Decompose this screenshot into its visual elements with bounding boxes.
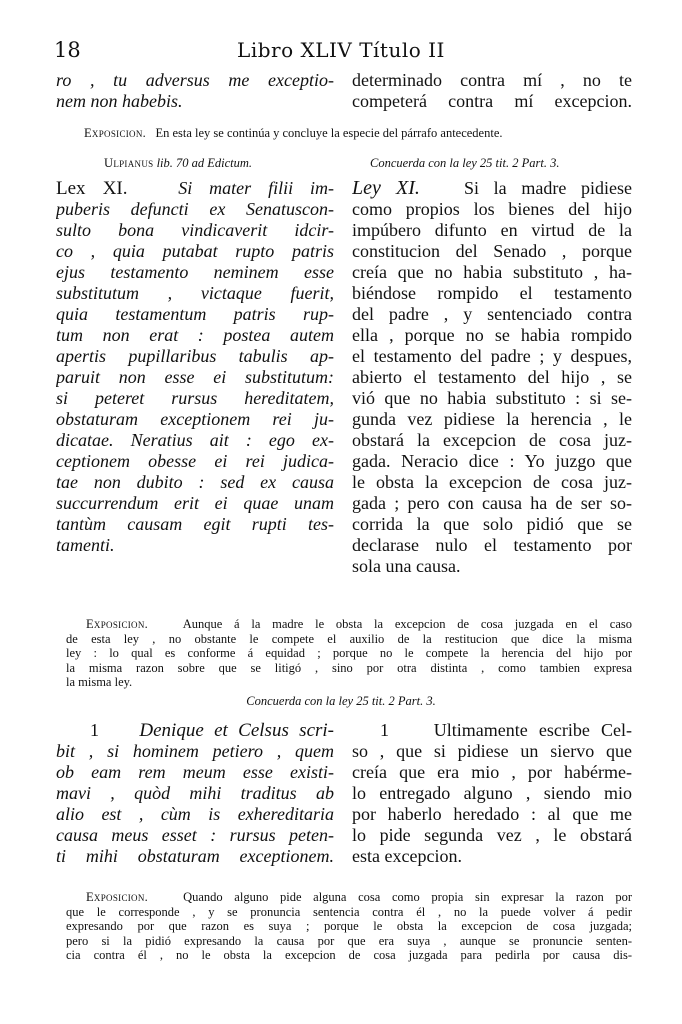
exposicion-line: Exposicion. Aunque á la madre le obsta la excepcion de cosa juzgada en el caso — [86, 617, 632, 631]
exposicion-line — [84, 126, 632, 141]
text-line: puberis defuncti ex Senatuscon- — [56, 199, 334, 219]
spanish-continuation — [352, 70, 632, 112]
text-line: determinado contra mí , no te — [352, 70, 632, 90]
text-line: si peteret rursus hereditatem, — [56, 388, 334, 408]
text-line: el testamento del padre ; y despues, — [352, 346, 632, 366]
exposicion-text: En esta ley se continúa y concluye la especie del párrafo antecedente. — [155, 126, 503, 140]
exposicion-label: Exposicion. — [86, 890, 149, 904]
text-line: succurrendum erit ei quae unam — [56, 493, 334, 513]
text-line: ella , porque no se habia rompido — [352, 325, 632, 345]
text-line: tae non dubito : sed ex causa — [56, 472, 334, 492]
source-author: Ulpianus — [104, 156, 154, 170]
exposicion-line: que le corresponde , y se pronuncia sentencia contra él , no la puede volver á pedir — [66, 904, 632, 919]
text-line: esta excepcion. — [352, 846, 462, 866]
source-concuerda: Concuerda con la ley 25 tit. 2 Part. 3. — [370, 156, 560, 170]
text-line: mavi , quòd mihi traditus ab — [56, 783, 334, 803]
text-line: tum non erat : postea autem — [56, 325, 334, 345]
ley-xi-spanish — [352, 178, 632, 577]
text-line: abierto el testamento del hijo , se — [352, 367, 632, 387]
exposicion-2 — [66, 617, 632, 690]
text-line: 1 Ultimamente escribe Cel- — [352, 720, 632, 741]
text-line: dicatae. Neratius ait : ego ex- — [56, 430, 334, 450]
exposicion-3 — [66, 890, 632, 963]
source-ulpianus — [104, 156, 252, 171]
exposicion-line: la misma ley. — [66, 675, 133, 690]
source-concuerda-2: Concuerda con la ley 25 tit. 2 Part. 3. — [246, 694, 436, 708]
exposicion-1 — [84, 126, 632, 141]
text-line: como propios los bienes del hijo — [352, 199, 632, 219]
text-line: co , quia putabat rupto patris — [56, 241, 334, 261]
exposicion-line: cia contra él , no le obsta la excepcion de cosa juzgada para pedirla por causa dis- — [66, 948, 632, 963]
source-work: lib. 70 ad Edictum. — [156, 156, 253, 170]
text-line: impúbero difunto en virtud de la — [352, 220, 632, 240]
text-line: biéndose rompido el testamento — [352, 283, 632, 303]
text-line: apertis pupillaribus tabulis ap- — [56, 346, 334, 366]
text-line: del padre , y sentenciado contra — [352, 304, 632, 324]
text-line: Lex XI. Si mater filii im- — [56, 178, 334, 199]
text-line: lo entregado alguno , siendo mio — [352, 783, 632, 803]
text-line: constitucion del Senado , porque — [352, 241, 632, 261]
exposicion-label: Exposicion. — [86, 617, 149, 631]
lex-lead: Lex XI. — [56, 178, 128, 199]
para-1-spanish — [352, 720, 632, 867]
text-line: gada. Neracio dice : Yo juzgo que — [352, 451, 632, 471]
text-line: obstaturam exceptionem rei ju- — [56, 409, 334, 429]
running-title: Libro XLIV Título II — [237, 38, 445, 62]
exposicion-label: Exposicion. — [84, 126, 147, 140]
exposicion-line: la misma razon sobre que se litigó , sino por otra distinta , como tambien expresa — [66, 660, 632, 675]
exposicion-line: pero si la pidió expresando la causa por que era suya , aunque se pronuncie senten- — [66, 933, 632, 948]
text-line: paruit non esse ei substitutum: — [56, 367, 334, 387]
para-number: 1 — [90, 720, 99, 740]
text-line: sola una causa. — [352, 556, 461, 576]
text-line: corrida la que solo pidió que se — [352, 514, 632, 534]
text-line: causa meus esset : rursus peten- — [56, 825, 334, 845]
text-line: vió que no habia substituto : si se- — [352, 388, 632, 408]
page-header — [54, 38, 628, 68]
lex-xi-latin — [56, 178, 334, 556]
text-line: lo pide segunda vez , le obstará — [352, 825, 632, 845]
text-line: competerá contra mí excepcion. — [352, 91, 632, 111]
text-line: so , que si pidiese un siervo que — [352, 741, 632, 761]
text-line: obstará la excepcion de cosa juz- — [352, 430, 632, 450]
text-line: ejus testamento neminem esse — [56, 262, 334, 282]
text-line: gunda vez pidiese la herencia , le — [352, 409, 632, 429]
text-line: tamenti. — [56, 535, 115, 555]
exposicion-line: Exposicion. Quando alguno pide alguna cosa como propia sin expresar la razon por — [86, 890, 632, 904]
exposicion-line: expresando por que razon es suya ; porque le obsta la excepcion de cosa juzgada; — [66, 919, 632, 934]
text-line: 1 Denique et Celsus scri- — [56, 720, 334, 741]
latin-continuation — [56, 70, 334, 112]
text-line: nem non habebis. — [56, 91, 183, 111]
ley-lead: Ley XI. — [352, 178, 420, 199]
exposicion-line: ley : lo qual es conforme á equidad ; porque no le compete la herencia del hijo por — [66, 646, 632, 661]
para-1-latin — [56, 720, 334, 867]
para-number: 1 — [380, 720, 389, 740]
text-line: le obsta la excepcion de cosa juz- — [352, 472, 632, 492]
text-line: sulto bona vindicaverit idcir- — [56, 220, 334, 240]
text-line: tantùm causam egit rupti tes- — [56, 514, 334, 534]
text-line: creía que era mio , por habérme- — [352, 762, 632, 782]
text-line: alio est , cùm is exhereditaria — [56, 804, 334, 824]
text-line: declarase nulo el testamento por — [352, 535, 632, 555]
text-line: creía que no habia substituto , ha- — [352, 262, 632, 282]
text-line: quia testamentum patris rup- — [56, 304, 334, 324]
text-line: ti mihi obstaturam exceptionem. — [56, 846, 334, 866]
text-line: por haberlo heredado : al que me — [352, 804, 632, 824]
page-number: 18 — [54, 38, 81, 62]
text-line: ceptionem obesse ei rei judica- — [56, 451, 334, 471]
exposicion-line: de esta ley , no obstante le compete el auxilio de la restitucion que dice la misma — [66, 631, 632, 646]
text-line: substitutum , victaque fuerit, — [56, 283, 334, 303]
text-line: bit , si hominem petiero , quem — [56, 741, 334, 761]
text-line: ro , tu adversus me exceptio- — [56, 70, 334, 90]
text-line: Ley XI. Si la madre pidiese — [352, 178, 632, 199]
text-line: ob eam rem meum esse existi- — [56, 762, 334, 782]
text-line: gada ; pero con causa ha de ser so- — [352, 493, 632, 513]
